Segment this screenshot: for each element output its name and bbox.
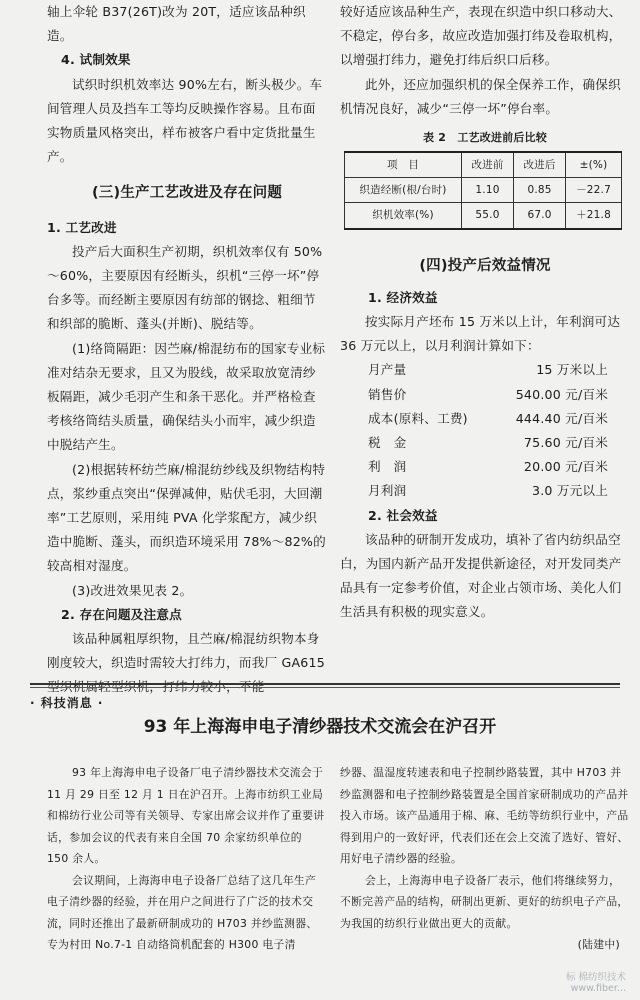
list-item — [368, 358, 608, 382]
figure-value: 15 万米以上 — [536, 362, 608, 378]
list-item — [368, 383, 608, 407]
paragraph-process-improvement: 投产后大面积生产初期，织机效率仅有 50%～60%，主要原因有经断头，织机“三停一坏”停台多等。而经断主要原因有纺部的钢捻、粗细节和织部的脆断、蓬头(并断)、脱结等。 — [47, 243, 323, 332]
table-header-cell: 改进前 — [462, 152, 514, 178]
paragraph-continuation: 较好适应该品种生产，表现在织造中织口移动大、不稳定，停台多，故应改造加强打纬及卷取机构，以增强打纬力，避免打纬后织口后移。 — [340, 4, 622, 68]
heading-social-benefit: 2. 社会效益 — [368, 507, 438, 523]
heading-process-improvement: 1. 工艺改进 — [47, 219, 117, 235]
heading-economic-benefit: 1. 经济效益 — [368, 289, 438, 305]
figure-value: 20.00 元/百米 — [523, 459, 608, 475]
watermark-line: 标 棉纺织技术 — [565, 972, 626, 983]
table-cell: 织造经断(根/台时) — [345, 178, 462, 203]
list-item — [368, 407, 608, 431]
figure-value: 75.60 元/百米 — [523, 435, 608, 451]
table-header-cell: 改进后 — [514, 152, 566, 178]
paragraph-problems: 该品种属粗厚织物，且苎麻/棉混纺织物本身刚度较大，织造时需较大打纬力，而我厂 GA615 型织机属轻型织机，打纬力较小，不能 — [47, 631, 325, 695]
table-header-cell: 项 目 — [345, 152, 462, 178]
list-item — [368, 431, 608, 455]
paragraph-trial-results: 试织时织机效率达 90%左右，断头极少。车间管理人员及挡车工等均反映操作容易。且布面实物质量风格突出，样布被客户看中定货批量生产。 — [47, 76, 323, 165]
table-cell: 67.0 — [514, 203, 566, 229]
watermark-line: www.fiber... — [570, 983, 626, 994]
table-cell: 织机效率(%) — [345, 203, 462, 229]
figure-label: 销售价 — [368, 386, 407, 402]
comparison-table — [344, 151, 622, 230]
table-row — [345, 178, 622, 203]
paragraph-social-benefit: 该品种的研制开发成功，填补了省内纺织品空白，为国内新产品开发提供新途径，对开发同类产品具有一定参考价值，对企业占领市场、美化人们生活具有积极的现实意义。 — [340, 531, 622, 620]
news-section-label: · 科技消息 · — [30, 696, 104, 710]
table-row — [345, 203, 622, 229]
figure-label: 月产量 — [368, 362, 407, 378]
table-cell: ＋21.8 — [566, 203, 622, 229]
figure-value: 444.40 元/百米 — [515, 410, 608, 426]
heading-trial-results: 4. 试制效果 — [61, 52, 131, 68]
section-divider — [30, 683, 620, 685]
news-byline: (陆建中) — [577, 938, 620, 951]
watermark — [566, 972, 626, 994]
table-caption: 表 2 工艺改进前后比较 — [423, 131, 547, 145]
paragraph-gear-change: 轴上伞轮 B37(26T)改为 20T，适应该品种织造。 — [47, 4, 306, 44]
right-column — [340, 0, 630, 625]
paragraph-item-1: (1)络筒隔距：因苎麻/棉混纺布的国家专业标准对结杂无要求，且又为股线，故采取放宽清纱板隔距，减少毛羽产生和条干恶化。并严格检查考核络筒结头质量，确保结头小而牢，减少织造中脱结产生。 — [47, 340, 326, 453]
figure-value: 540.00 元/百米 — [515, 386, 608, 402]
heading-section-3: (三)生产工艺改进及存在问题 — [91, 185, 283, 202]
list-item — [368, 455, 608, 479]
figure-value: 3.0 万元以上 — [531, 483, 608, 499]
table-cell: －22.7 — [566, 178, 622, 203]
table-cell: 1.10 — [462, 178, 514, 203]
news-paragraph: 纱器、温湿度转速表和电子控制纱路装置，其中 H703 并纱监测器和电子控制纱路装置是全国首家研制成功的产品并投入市场。该产品通用于棉、麻、毛纺等纺织行业中，产品得到用户的一致好评，代表们还在会上交流了选好、管好、用好电子清纱器的经验。 — [340, 766, 629, 865]
economic-figures-list — [368, 358, 608, 503]
paragraph-economic-benefit: 按实际月产坯布 15 万米以上计，年利润可达 36 万元以上，以月利润计算如下： — [340, 314, 621, 354]
table-header-cell: ±(%) — [566, 152, 622, 178]
figure-label: 税 金 — [368, 435, 407, 451]
left-column — [47, 0, 327, 700]
table-header-row — [345, 152, 622, 178]
paragraph-item-2: (2)根据转杯纺苎麻/棉混纺纱线及织物结构特点，浆纱重点突出“保弹减伸，贴伏毛羽，大回潮率”工艺原则，采用纯 PVA 化学浆配方，减少织造中脆断、蓬头，而织造环境采用 78%～82%的较高相对湿度。 — [47, 461, 326, 574]
figure-label: 月利润 — [368, 483, 407, 499]
table-cell: 0.85 — [514, 178, 566, 203]
news-paragraph: 会上，上海海申电子设备厂表示，他们将继续努力，不断完善产品的结构，研制出更新、更好的纺织电子产品，为我国的纺织行业做出更大的贡献。 — [340, 873, 629, 930]
list-item — [368, 479, 608, 503]
news-left-column — [47, 762, 327, 956]
news-right-column — [340, 762, 630, 956]
figure-label: 成本(原料、工费) — [368, 410, 468, 426]
figure-label: 利 润 — [368, 459, 407, 475]
section-divider-thin — [30, 687, 620, 688]
paragraph-item-3: (3)改进效果见表 2。 — [72, 582, 193, 598]
news-paragraph: 93 年上海海申电子设备厂电子清纱器技术交流会于 11 月 29 日至 12 月 1 日在沪召开。上海市纺织工业局和棉纺行业公司等有关领导、专家出席会议并作了重要讲话，参加会议的代表有来自全国 70 余家纺织单位的 150 余人。 — [47, 766, 325, 865]
paragraph-maintenance: 此外，还应加强织机的保全保养工作，确保织机情况良好，减少“三停一坏”停台率。 — [340, 76, 621, 116]
heading-problems: 2. 存在问题及注意点 — [61, 606, 182, 622]
news-paragraph: 会议期间，上海海申电子设备厂总结了这几年生产电子清纱器的经验，并在用户之间进行了广泛的技术交流，同时还推出了最新研制成功的 H703 并纱监测器、专为村田 No.7-1 自动络筒机配套的 H300 电子清 — [47, 873, 318, 951]
news-title: 93 年上海海申电子清纱器技术交流会在沪召开 — [143, 717, 497, 737]
table-cell: 55.0 — [462, 203, 514, 229]
heading-section-4: (四)投产后效益情况 — [419, 257, 551, 274]
